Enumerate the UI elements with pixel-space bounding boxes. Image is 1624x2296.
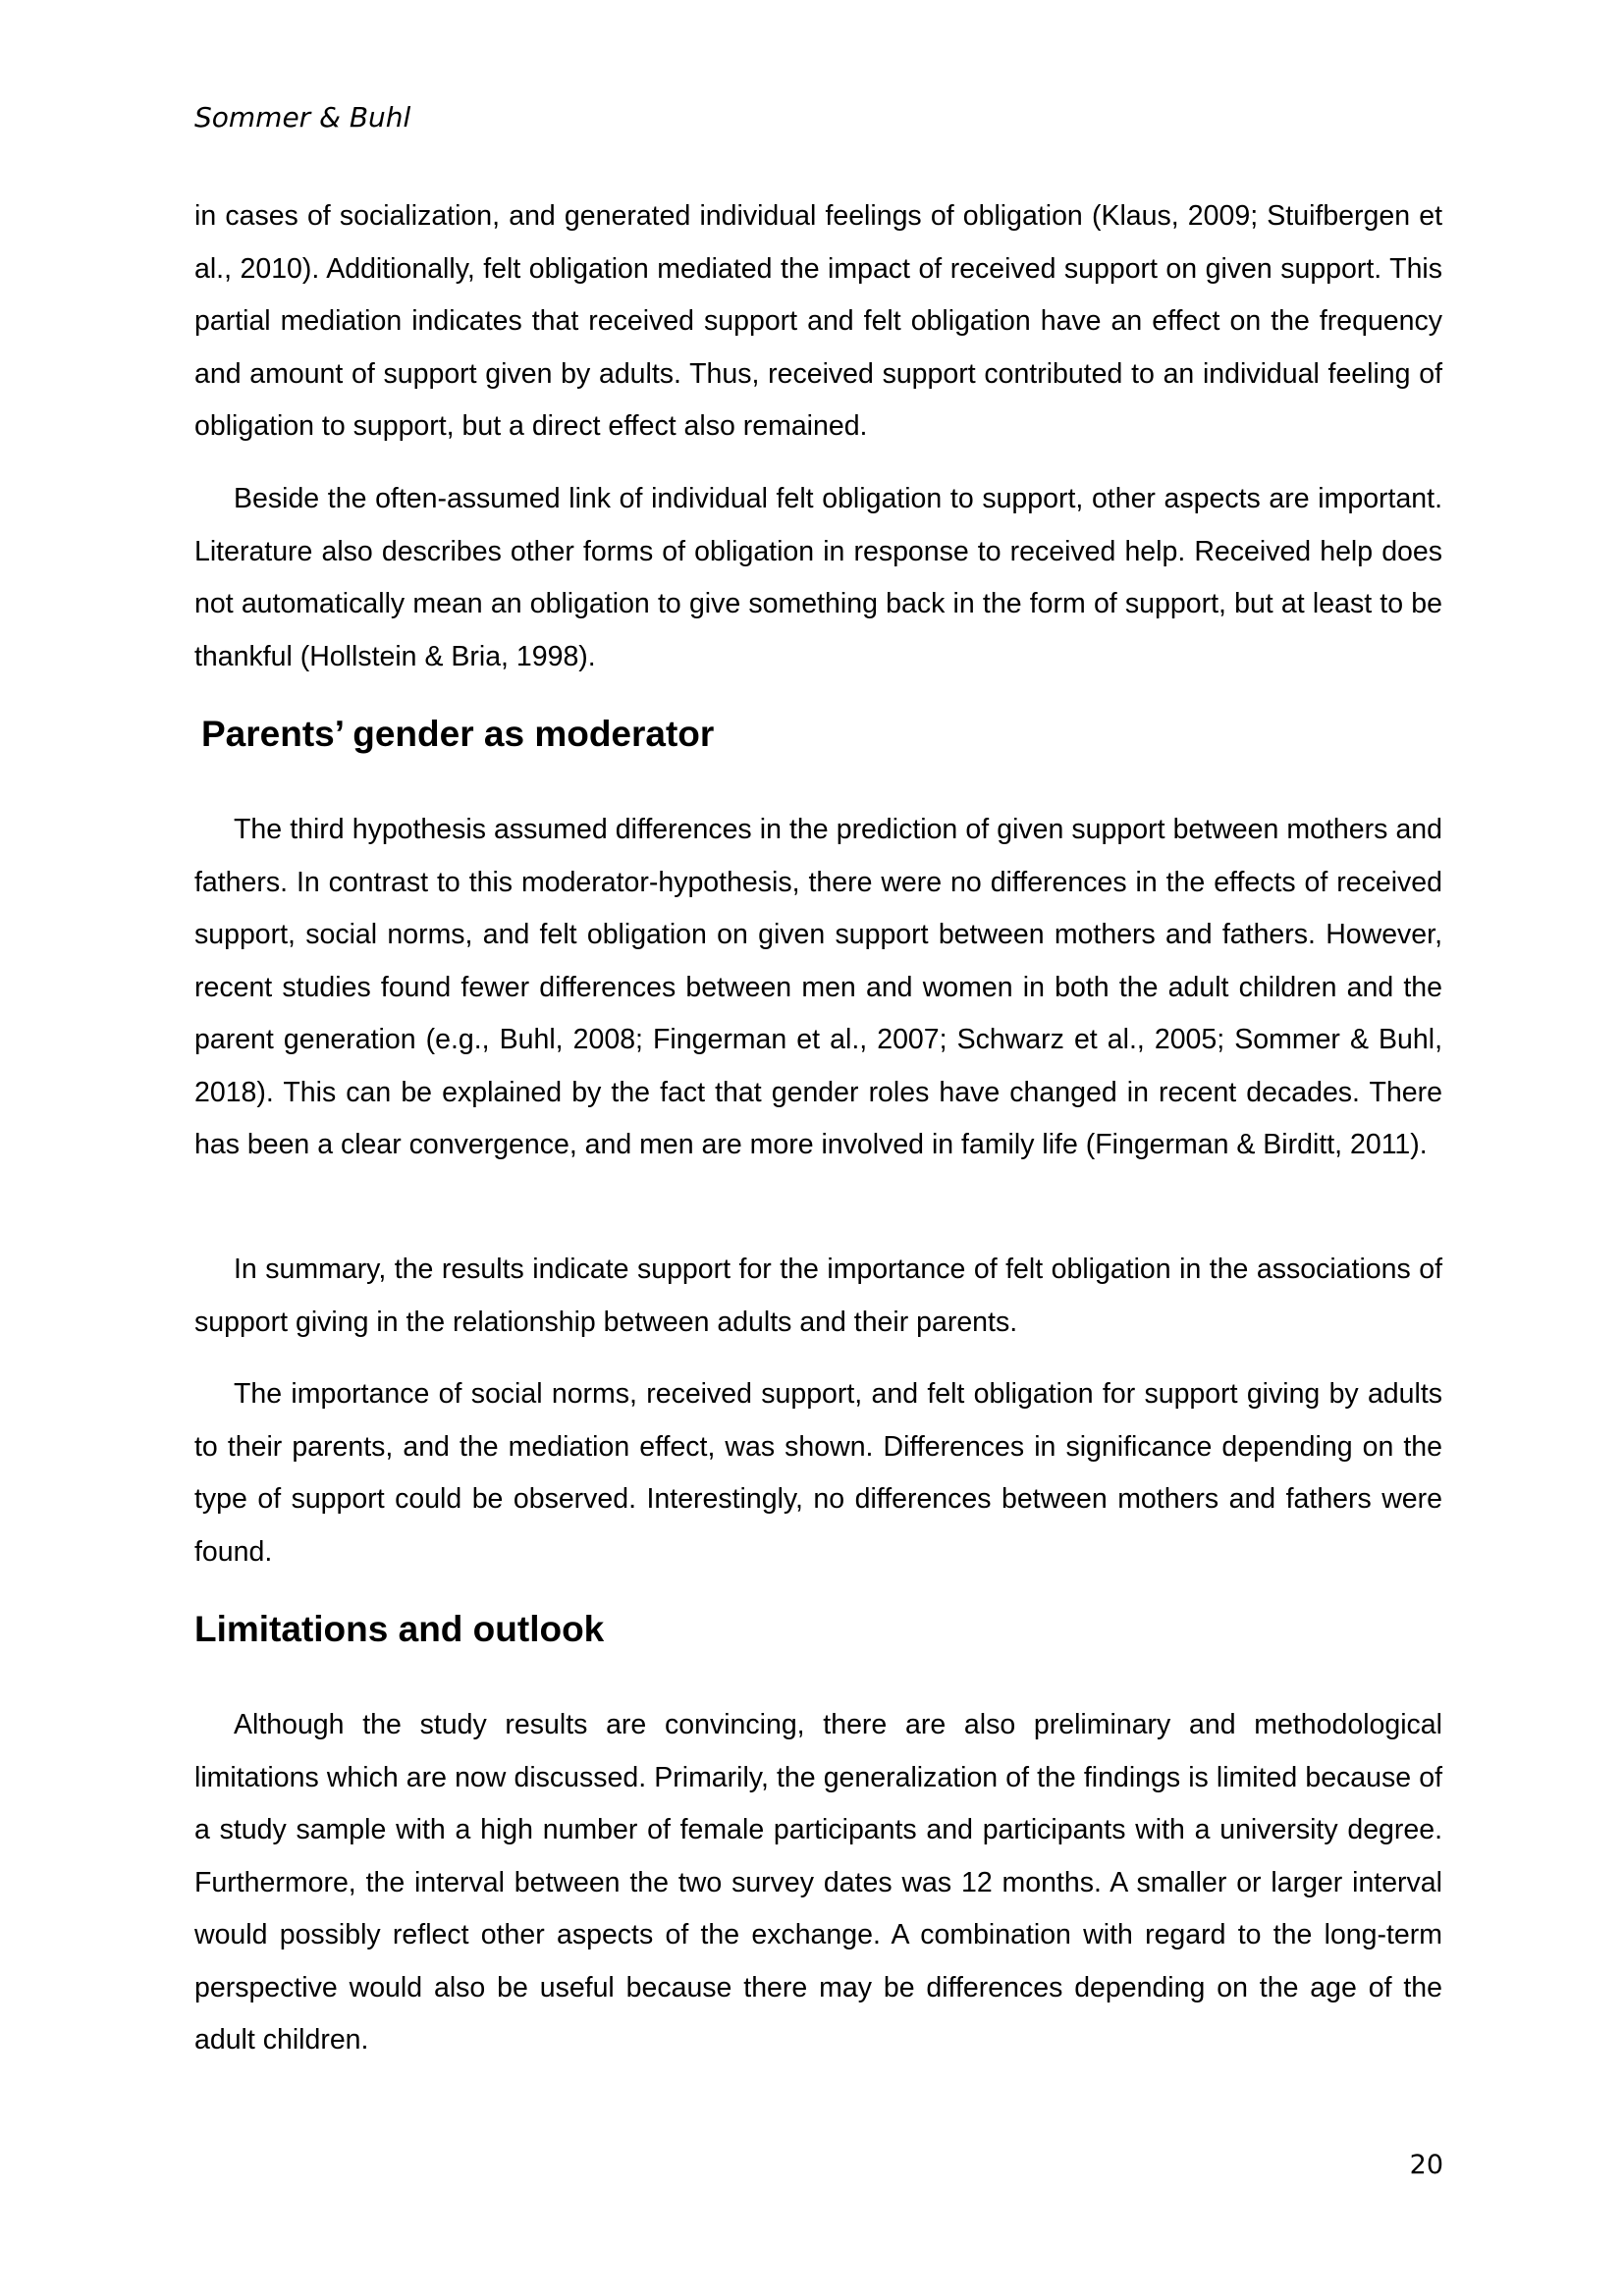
heading-limitations: Limitations and outlook [194, 1609, 605, 1649]
running-head: Sommer & Buhl [194, 101, 411, 133]
paragraph-other-obligations: Beside the often-assumed link of individual felt obligation to support, other aspects are important. Literature also describes other forms of obligation in response to received help. Received help does not automatically mean an obligation to give something back in the form of support, but at least to be thankful (Hollstein & Bria, 1998). [194, 483, 1442, 672]
paragraph-limitations: Although the study results are convincing, there are also preliminary and methodological limitations which are now discussed. Primarily, the generalization of the findings is limited because of a study sample with a high number of female participants and participants with a university degree. Furthermore, the interval between the two survey dates was 12 months. A smaller or larger interval would possibly reflect other aspects of the exchange. A combination with regard to the long-term perspective would also be useful because there may be differences depending on the age of the adult children. [194, 1709, 1442, 2056]
page-number: 20 [1409, 2150, 1443, 2180]
paragraph-summary: In summary, the results indicate support for the importance of felt obligation in the associations of support giving in the relationship between adults and their parents. [194, 1254, 1442, 1338]
paragraph-importance: The importance of social norms, received support, and felt obligation for support giving by adults to their parents, and the mediation effect, was shown. Differences in significance depending on the type of support could be observed. Interestingly, no differences between mothers and fathers were found. [194, 1378, 1442, 1568]
paragraph-continuation: in cases of socialization, and generated individual feelings of obligation (Klaus, 2009; Stuifbergen et al., 2010). Additionally, felt obligation mediated the impact of received support on given support. This partial mediation indicates that received support and felt obligation have an effect on the frequency and amount of support given by adults. Thus, received support contributed to an individual feeling of obligation to support, but a direct effect also remained. [194, 200, 1442, 442]
paragraph-third-hypothesis: The third hypothesis assumed differences in the prediction of given support between mothers and fathers. In contrast to this moderator-hypothesis, there were no differences in the effects of received support, social norms, and felt obligation on given support between mothers and fathers. However, recent studies found fewer differences between men and women in both the adult children and the parent generation (e.g., Buhl, 2008; Fingerman et al., 2007; Schwarz et al., 2005; Sommer & Buhl, 2018). This can be explained by the fact that gender roles have changed in recent decades. There has been a clear convergence, and men are more involved in family life (Fingerman & Birditt, 2011). [194, 814, 1442, 1160]
heading-parents-gender: Parents’ gender as moderator [201, 714, 715, 754]
